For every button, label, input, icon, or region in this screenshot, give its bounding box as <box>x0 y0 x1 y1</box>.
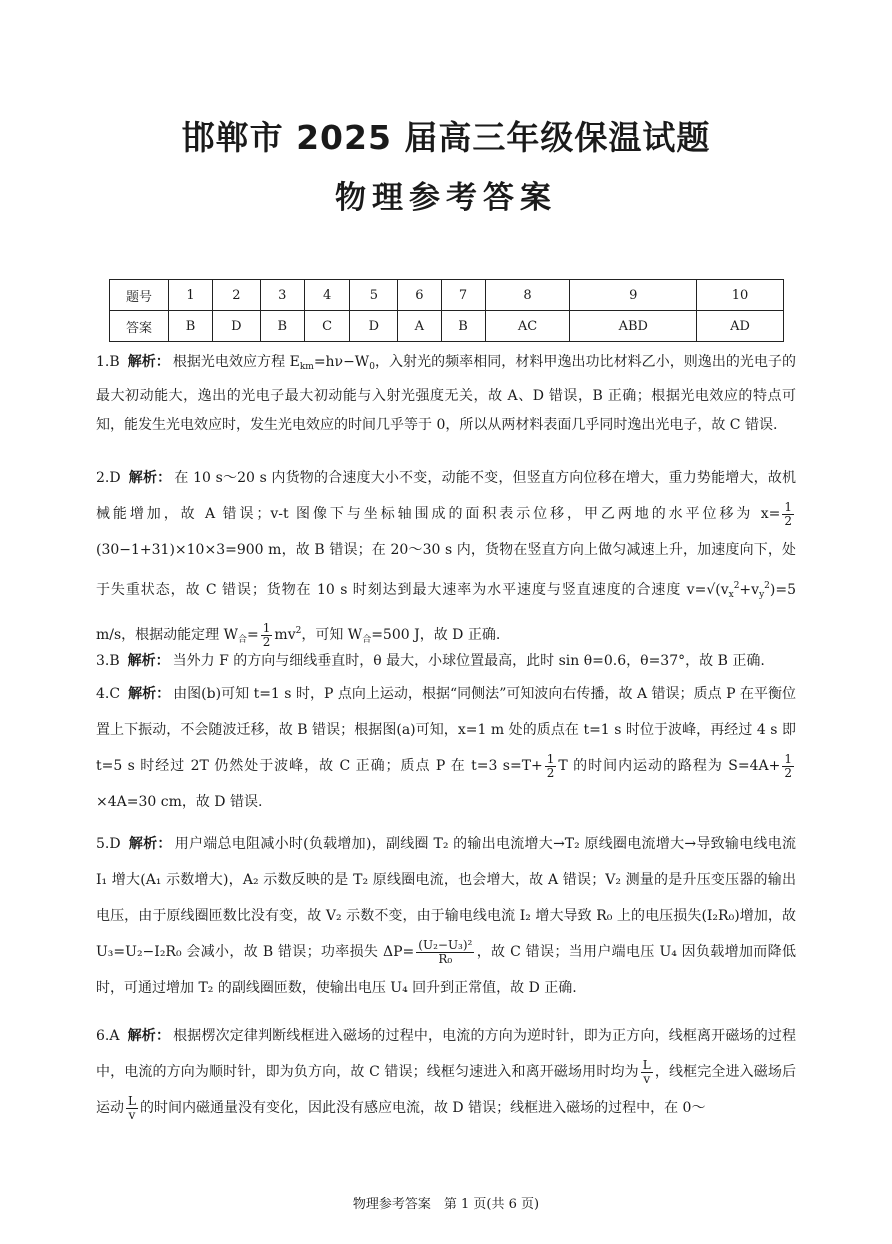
analysis-tag: 解析： <box>128 470 172 486</box>
page-subtitle: 物理参考答案 <box>335 180 557 216</box>
fraction-denominator: R₀ <box>416 952 474 966</box>
table-cell-answer: A <box>398 311 441 342</box>
explanation-text: ，故 C 错误；当用户端电压 U₄ 因负载增加而降低时，可通过增加 T₂ 的副线圈匝数，使输出电压 U₄ 回升到正常值，故 D 正确. <box>96 944 796 996</box>
fraction-denominator: 2 <box>784 765 792 780</box>
table-row-answers <box>110 311 784 342</box>
question-number: 6.A <box>96 1028 120 1044</box>
question-number: 3.B <box>96 653 120 669</box>
table-cell-answer: AD <box>697 311 784 342</box>
answer-item-2 <box>96 460 796 658</box>
table-cell-number: 6 <box>398 280 441 311</box>
table-cell-number: 5 <box>350 280 398 311</box>
fraction-numerator: 1 <box>262 620 271 635</box>
fraction-denominator: v <box>641 1072 653 1086</box>
explanation-text: 用户端总电阻减小时(负载增加)，副线圈 T₂ 的输出电流增大→T₂ 原线圈电流增大→导致输电线电流 I₁ 增大(A₁ 示数增大)，A₂ 示数反映的是 T₂ 原线圈电流，也会增大，故 A 错误；V₂ 测量的是升压变压器的输出电压，由于原线圈匝数比没有变，故 V₂ 示数不变，由于输电线电流 I₂ 增大导致 R₀ 上的电压损失(I₂R₀)增加，故 U₃=U₂−I₂R₀ 会减小，故 B 错误；功率损失 ΔP= <box>96 836 797 960</box>
page-footer: 物理参考答案 第 1 页(共 6 页) <box>352 1197 540 1212</box>
table-cell-answer: B <box>169 311 213 342</box>
fraction-numerator: 1 <box>784 499 792 514</box>
explanation-text: mv <box>274 627 296 643</box>
table-cell-answer: AC <box>485 311 570 342</box>
table-row-label: 答案 <box>110 311 169 342</box>
subscript: y <box>759 590 765 600</box>
explanation-text: ，线框完全进入磁场后运动 <box>96 1064 796 1116</box>
explanation-text: = <box>247 627 259 643</box>
table-cell-number: 4 <box>304 280 350 311</box>
table-row-label: 题号 <box>110 280 169 311</box>
explanation-text: )=5 m/s，根据动能定理 W <box>96 582 796 643</box>
fraction-numerator: 1 <box>784 751 792 766</box>
fraction-denominator: 2 <box>784 513 792 528</box>
subscript: km <box>299 362 314 372</box>
question-number: 5.D <box>96 836 121 852</box>
explanation-text: ×4A=30 cm，故 D 错误. <box>96 794 263 810</box>
answer-item-6 <box>96 1018 796 1126</box>
table-cell-number: 3 <box>260 280 304 311</box>
table-cell-number: 10 <box>697 280 784 311</box>
subscript: 合 <box>362 635 372 645</box>
fraction <box>261 622 273 649</box>
explanation-text: =500 J，故 D 正确. <box>371 627 501 643</box>
table-cell-answer: ABD <box>570 311 697 342</box>
explanation-text: 在 10 s～20 s 内货物的合速度大小不变，动能不变，但竖直方向位移在增大，重力势能增大，故机械能增加，故 A 错误；v-t 图像下与坐标轴围成的面积表示位移，甲乙两地的水平位移为 x= <box>96 470 797 522</box>
analysis-tag: 解析： <box>127 653 170 669</box>
explanation-text: 由图(b)可知 t=1 s 时，P 点向上运动，根据“同侧法”可知波向右传播，故 A 错误；质点 P 在平衡位置上下振动，不会随波迁移，故 B 错误；根据图(a)可知，x=1 m 处的质点在 t=1 s 时位于波峰，再经过 4 s 即 t=5 s 时经过 2T 仍然处于波峰，故 C 正确；质点 P 在 t=3 s=T+ <box>96 686 796 774</box>
subscript: 0 <box>369 362 375 372</box>
subscript: 合 <box>238 635 248 645</box>
question-number: 2.D <box>96 470 121 486</box>
answer-item-5 <box>96 826 796 1006</box>
fraction-numerator: (U₂−U₃)² <box>418 937 473 952</box>
question-number: 1.B <box>96 354 120 370</box>
analysis-tag: 解析： <box>127 1028 171 1044</box>
table-cell-number: 8 <box>485 280 570 311</box>
explanation-text: 当外力 F 的方向与细线垂直时，θ 最大，小球位置最高，此时 sin θ=0.6，θ=37°，故 B 正确. <box>172 653 765 669</box>
question-number: 4.C <box>96 686 121 702</box>
fraction <box>416 939 474 966</box>
explanation-text: T 的时间内运动的路程为 S=4A+ <box>558 758 781 774</box>
table-cell-number: 1 <box>169 280 213 311</box>
table-cell-number: 9 <box>570 280 697 311</box>
fraction-numerator: 1 <box>546 751 555 766</box>
explanation-text: =hν−W <box>313 354 370 370</box>
table-row-numbers <box>110 280 784 311</box>
answer-item-3 <box>96 647 796 676</box>
page-title: 邯郸市 2025 届高三年级保温试题 <box>181 118 711 157</box>
superscript: 2 <box>764 581 770 591</box>
answer-item-4 <box>96 676 796 820</box>
subscript: x <box>728 590 734 600</box>
explanation-text: (30−1+31)×10×3=900 m，故 B 错误；在 20～30 s 内，货物在竖直方向上做匀减速上升，加速度向下，处于失重状态，故 C 错误；货物在 10 s 时刻达到最大速率为水平速度与竖直速度的合速度 v=√(v <box>96 542 796 598</box>
superscript: 2 <box>295 626 302 636</box>
explanation-text: ，入射光的频率相同，材料甲逸出功比材料乙小，则逸出的光电子的最大初动能大，逸出的光电子最大初动能与入射光强度无关，故 A、D 错误，B 正确；根据光电效应的特点可知，能发生光电效应时，发生光电效应的时间几乎等于 0，所以从两材料表面几乎同时逸出光电子，故 C 错误. <box>96 354 797 433</box>
fraction-numerator: L <box>642 1057 651 1072</box>
explanation-text: 根据光电效应方程 E <box>172 354 300 370</box>
explanation-text: +v <box>739 582 760 598</box>
superscript: 2 <box>733 581 740 591</box>
table-cell-answer: B <box>441 311 485 342</box>
table-cell-answer: B <box>260 311 304 342</box>
fraction-denominator: v <box>126 1108 138 1122</box>
explanation-text: 根据楞次定律判断线框进入磁场的过程中，电流的方向为逆时针，即为正方向，线框离开磁场的过程中，电流的方向为顺时针，即为负方向，故 C 错误；线框匀速进入和离开磁场用时均为 <box>96 1028 797 1080</box>
table-cell-number: 7 <box>441 280 485 311</box>
table-cell-answer: C <box>304 311 350 342</box>
fraction <box>782 753 794 780</box>
fraction <box>545 753 557 780</box>
table-cell-number: 2 <box>213 280 261 311</box>
table-cell-answer: D <box>350 311 398 342</box>
analysis-tag: 解析： <box>128 686 171 702</box>
fraction <box>641 1059 653 1086</box>
table-cell-answer: D <box>213 311 261 342</box>
fraction-denominator: 2 <box>546 765 555 780</box>
fraction <box>126 1095 138 1122</box>
explanation-text: 的时间内磁通量没有变化，因此没有感应电流，故 D 错误；线框进入磁场的过程中，在 0～ <box>139 1100 706 1116</box>
answer-table <box>109 279 784 342</box>
answer-item-1 <box>96 348 796 440</box>
analysis-tag: 解析： <box>128 836 172 852</box>
fraction-denominator: 2 <box>262 634 271 649</box>
fraction <box>782 501 794 528</box>
explanation-text: ，可知 W <box>301 627 363 643</box>
fraction-numerator: L <box>128 1093 136 1108</box>
analysis-tag: 解析： <box>127 354 170 370</box>
